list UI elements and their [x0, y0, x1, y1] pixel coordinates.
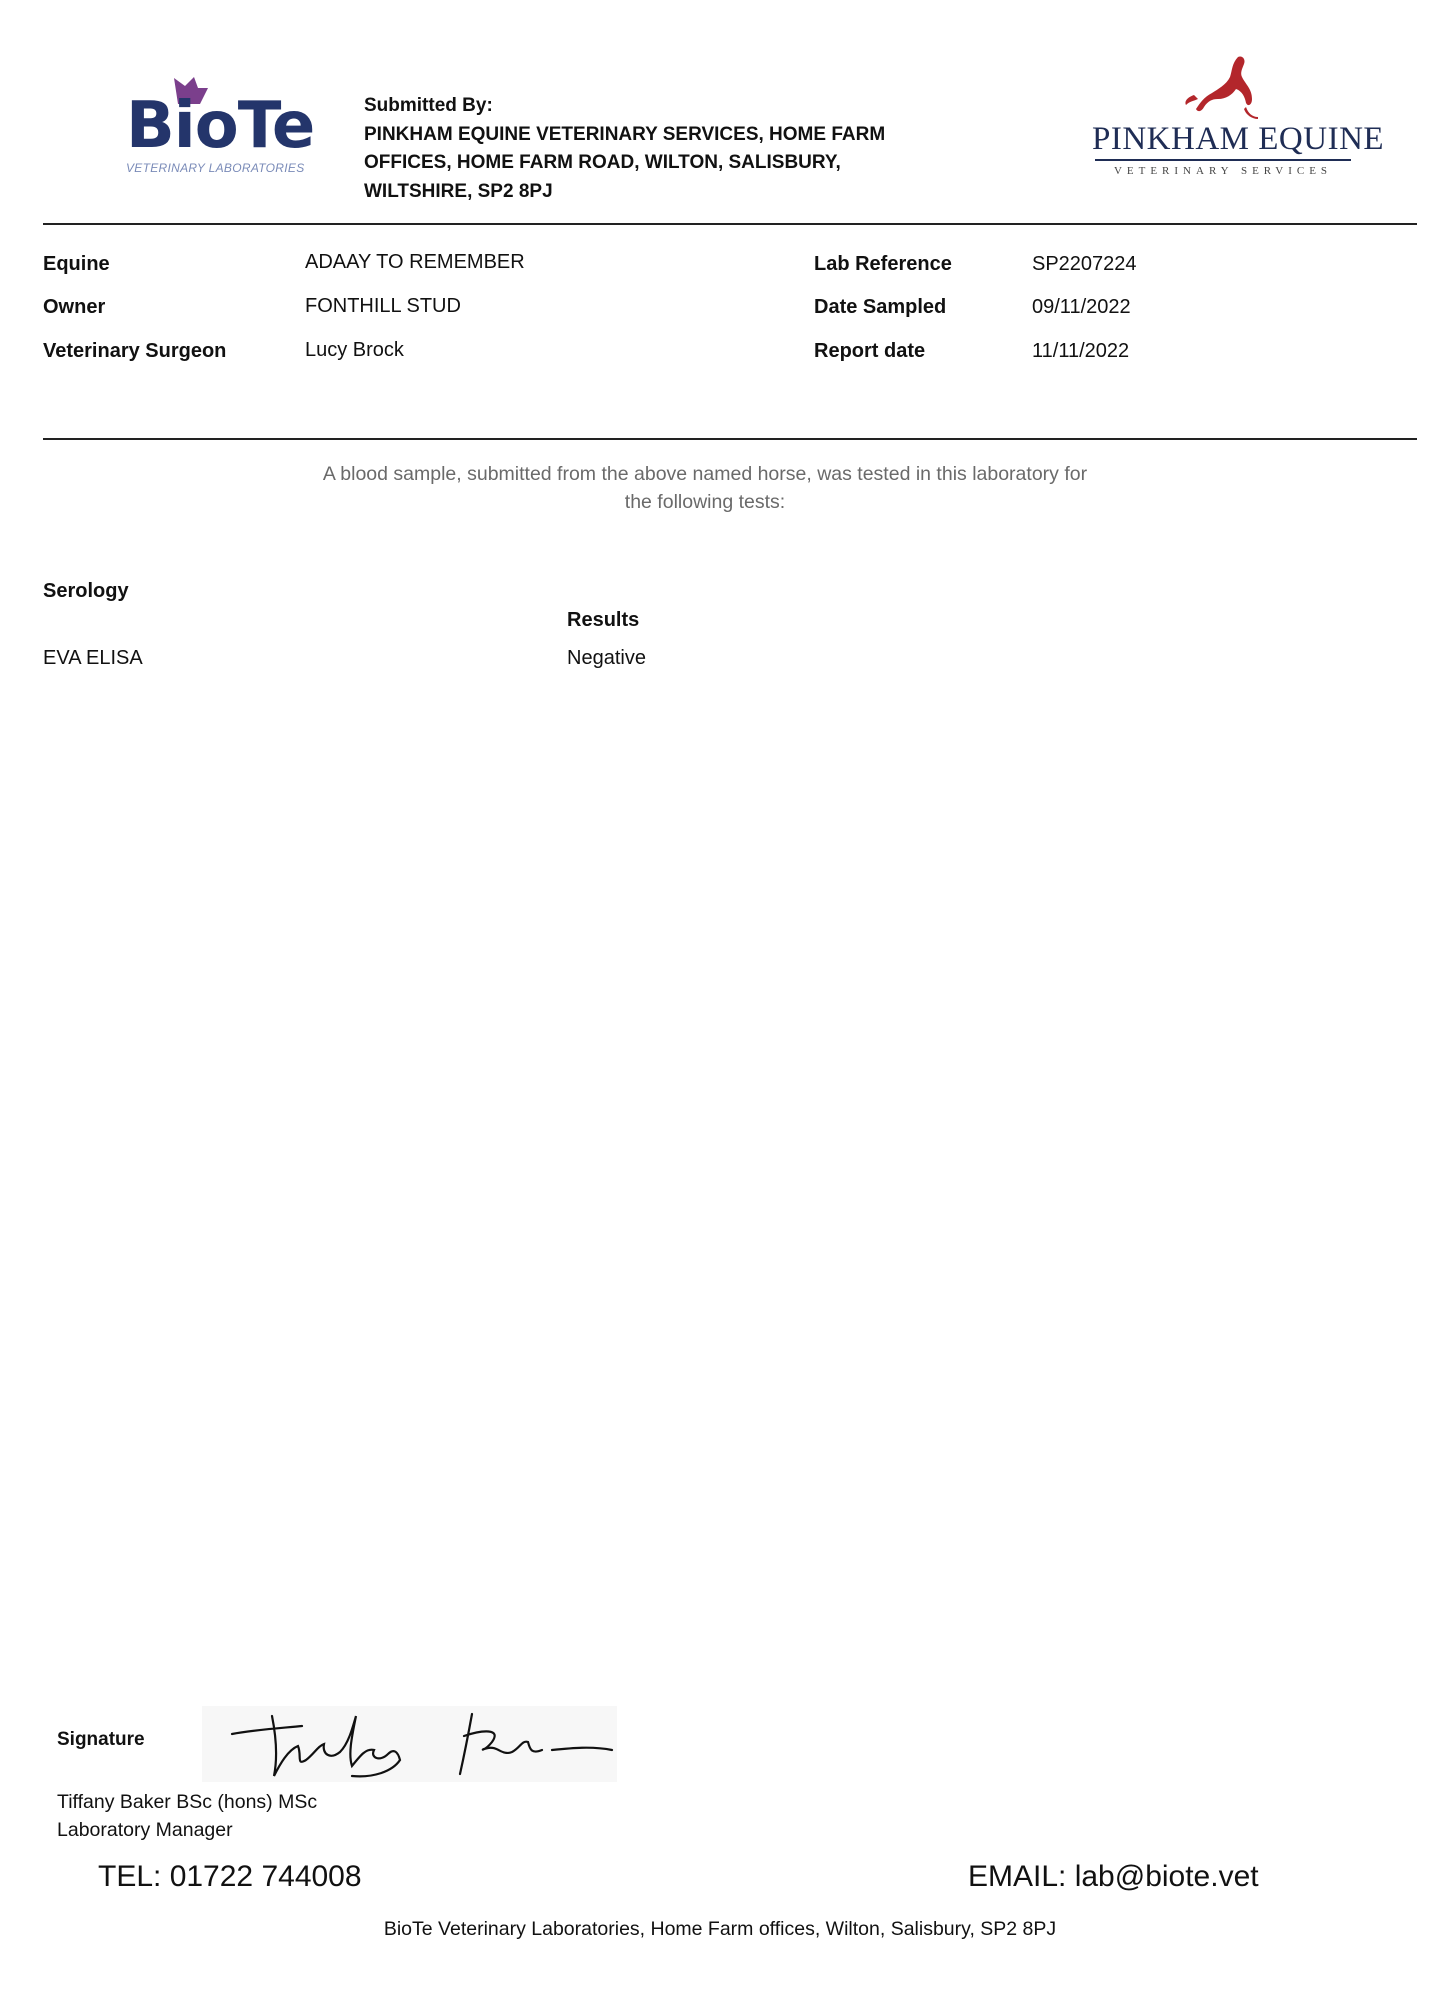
submitted-by-block: [364, 92, 1004, 206]
address-line-3: WILTSHIRE, SP2 8PJ: [364, 180, 553, 202]
footer-telephone: TEL: 01722 744008: [98, 1860, 362, 1893]
results-heading: Results: [567, 609, 640, 631]
owner-value: FONTHILL STUD: [305, 295, 461, 317]
biote-logo: [120, 76, 315, 176]
address-line-1: PINKHAM EQUINE VETERINARY SERVICES, HOME FARM: [364, 123, 886, 145]
submitted-by-label: Submitted By:: [364, 95, 493, 116]
lab-reference-label: Lab Reference: [814, 253, 952, 275]
test-result: Negative: [567, 647, 646, 669]
equine-value: ADAAY TO REMEMBER: [305, 251, 525, 273]
date-sampled-value: 09/11/2022: [1032, 296, 1131, 318]
biote-wordmark: BioTe: [126, 89, 315, 163]
address-line-2: OFFICES, HOME FARM ROAD, WILTON, SALISBURY,: [364, 152, 841, 173]
pinkham-tagline: VETERINARY SERVICES: [1113, 165, 1333, 177]
intro-text: [270, 460, 1140, 516]
footer-address: BioTe Veterinary Laboratories, Home Farm offices, Wilton, Salisbury, SP2 8PJ: [383, 1918, 1057, 1940]
report-date-label: Report date: [814, 340, 926, 362]
vet-surgeon-label: Veterinary Surgeon: [43, 340, 227, 362]
intro-line-2: the following tests:: [624, 491, 786, 513]
signatory-name: Tiffany Baker BSc (hons) MSc: [57, 1791, 318, 1813]
serology-heading: Serology: [43, 580, 129, 602]
intro-line-1: A blood sample, submitted from the above named horse, was tested in this laboratory for: [322, 463, 1088, 485]
info-divider: [43, 438, 1417, 440]
biote-tagline: VETERINARY LABORATORIES: [126, 161, 305, 175]
date-sampled-label: Date Sampled: [814, 296, 947, 318]
pinkham-equine-logo: [1090, 55, 1385, 185]
submitted-by-address: [364, 121, 1004, 207]
equine-label: Equine: [43, 253, 110, 275]
header-divider: [43, 223, 1417, 225]
logo-divider: [1095, 159, 1351, 161]
vet-surgeon-value: Lucy Brock: [305, 339, 404, 361]
test-name: EVA ELISA: [43, 647, 143, 669]
signature-image: [202, 1706, 617, 1782]
pinkham-wordmark: PINKHAM EQUINE: [1092, 121, 1385, 157]
owner-label: Owner: [43, 296, 106, 318]
lab-reference-value: SP2207224: [1032, 253, 1137, 275]
signatory-title: Laboratory Manager: [57, 1819, 233, 1841]
report-date-value: 11/11/2022: [1032, 340, 1130, 362]
horse-icon: [1182, 55, 1262, 121]
signature-label: Signature: [57, 1729, 145, 1750]
footer-email: EMAIL: lab@biote.vet: [968, 1860, 1259, 1893]
